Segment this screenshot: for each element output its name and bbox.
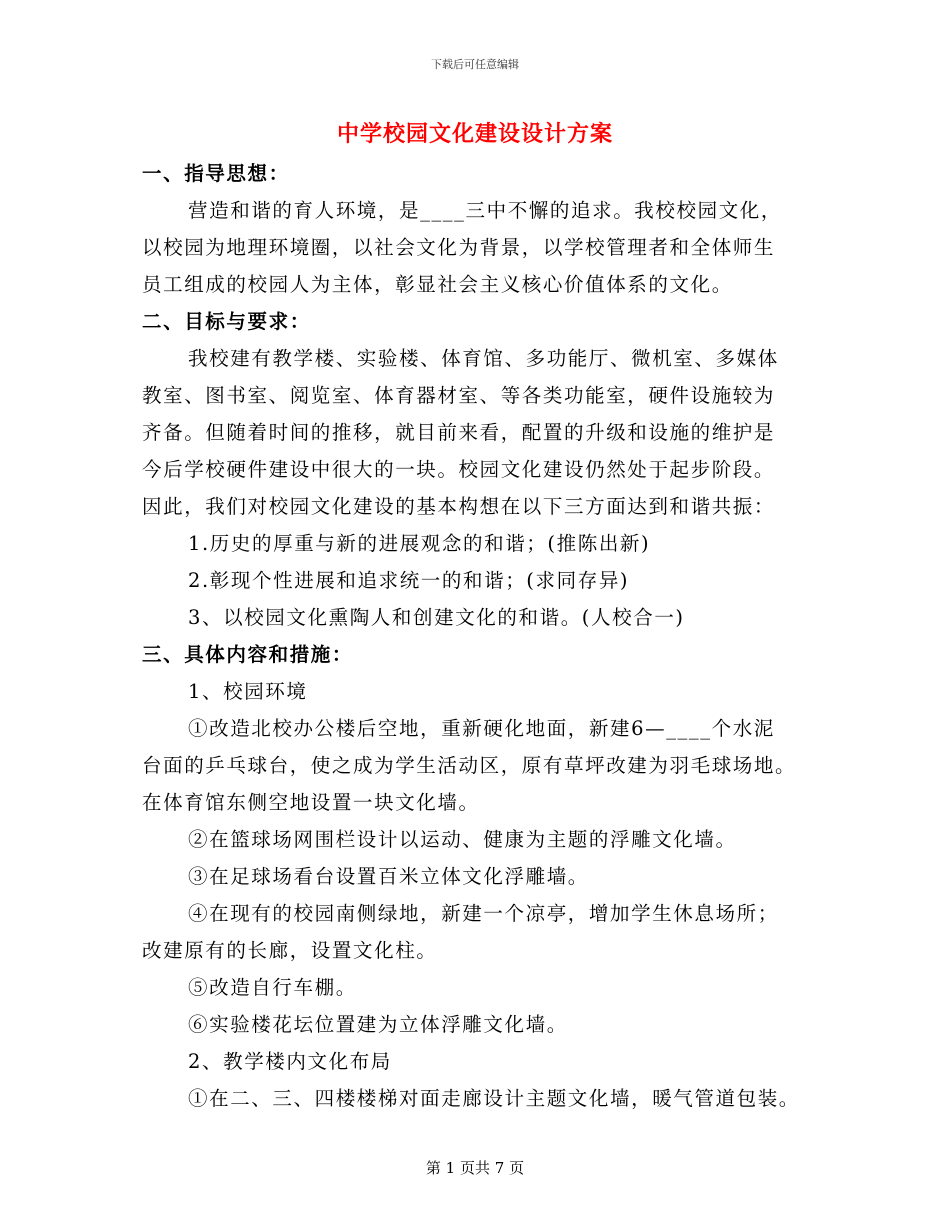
paragraph-line: 因此，我们对校园文化建设的基本构想在以下三方面达到和谐共振：	[142, 495, 776, 518]
subsection-heading: 1、校园环境	[188, 680, 308, 703]
list-item: 2.彰现个性进展和追求统一的和谐；(求同存异)	[188, 569, 630, 592]
paragraph-line: 以校园为地理环境圈，以社会文化为背景，以学校管理者和全体师生	[142, 236, 776, 259]
paragraph-line: 营造和谐的育人环境，是____三中不懈的追求。我校校园文化，	[188, 199, 783, 222]
list-item: ④在现有的校园南侧绿地，新建一个凉亭，增加学生休息场所；	[188, 902, 779, 925]
paragraph-line: 今后学校硬件建设中很大的一块。校园文化建设仍然处于起步阶段。	[142, 458, 776, 481]
list-item: ①在二、三、四楼楼梯对面走廊设计主题文化墙，暖气管道包装。	[188, 1087, 800, 1110]
subsection-heading: 2、教学楼内文化布局	[188, 1050, 392, 1073]
page-number-footer: 第 1 页共 7 页	[425, 1159, 525, 1177]
list-item: 1.历史的厚重与新的进展观念的和谐；(推陈出新)	[188, 532, 651, 555]
section-heading-goals: 二、目标与要求：	[142, 310, 311, 333]
list-item: ②在篮球场网围栏设计以运动、健康为主题的浮雕文化墙。	[188, 828, 737, 851]
list-item: 3、以校园文化熏陶人和创建文化的和谐。(人校合一)	[188, 606, 685, 629]
paragraph-line: 员工组成的校园人为主体，彰显社会主义核心价值体系的文化。	[142, 273, 733, 296]
paragraph-line: 教室、图书室、阅览室、体育器材室、等各类功能室，硬件设施较为	[142, 384, 776, 407]
section-heading-measures: 三、具体内容和措施：	[142, 643, 354, 666]
document-title: 中学校园文化建设设计方案	[336, 121, 613, 147]
document-body	[142, 155, 822, 1117]
section-heading-guiding-thought: 一、指导思想：	[142, 162, 290, 185]
header-note: 下载后可任意编辑	[431, 58, 519, 71]
list-item: ⑥实验楼花坛位置建为立体浮雕文化墙。	[188, 1013, 568, 1036]
paragraph-line: 改建原有的长廊，设置文化柱。	[142, 939, 438, 962]
list-item: ①改造北校办公楼后空地，重新硬化地面，新建6—____个水泥	[188, 717, 775, 740]
paragraph-line: 在体育馆东侧空地设置一块文化墙。	[142, 791, 480, 814]
list-item: ③在足球场看台设置百米立体文化浮雕墙。	[188, 865, 589, 888]
paragraph-line: 台面的乒乓球台，使之成为学生活动区，原有草坪改建为羽毛球场地。	[142, 754, 797, 777]
paragraph-line: 齐备。但随着时间的推移，就目前来看，配置的升级和设施的维护是	[142, 421, 776, 444]
list-item: ⑤改造自行车棚。	[188, 976, 357, 999]
paragraph-line: 我校建有教学楼、实验楼、体育馆、多功能厅、微机室、多媒体	[188, 347, 779, 370]
